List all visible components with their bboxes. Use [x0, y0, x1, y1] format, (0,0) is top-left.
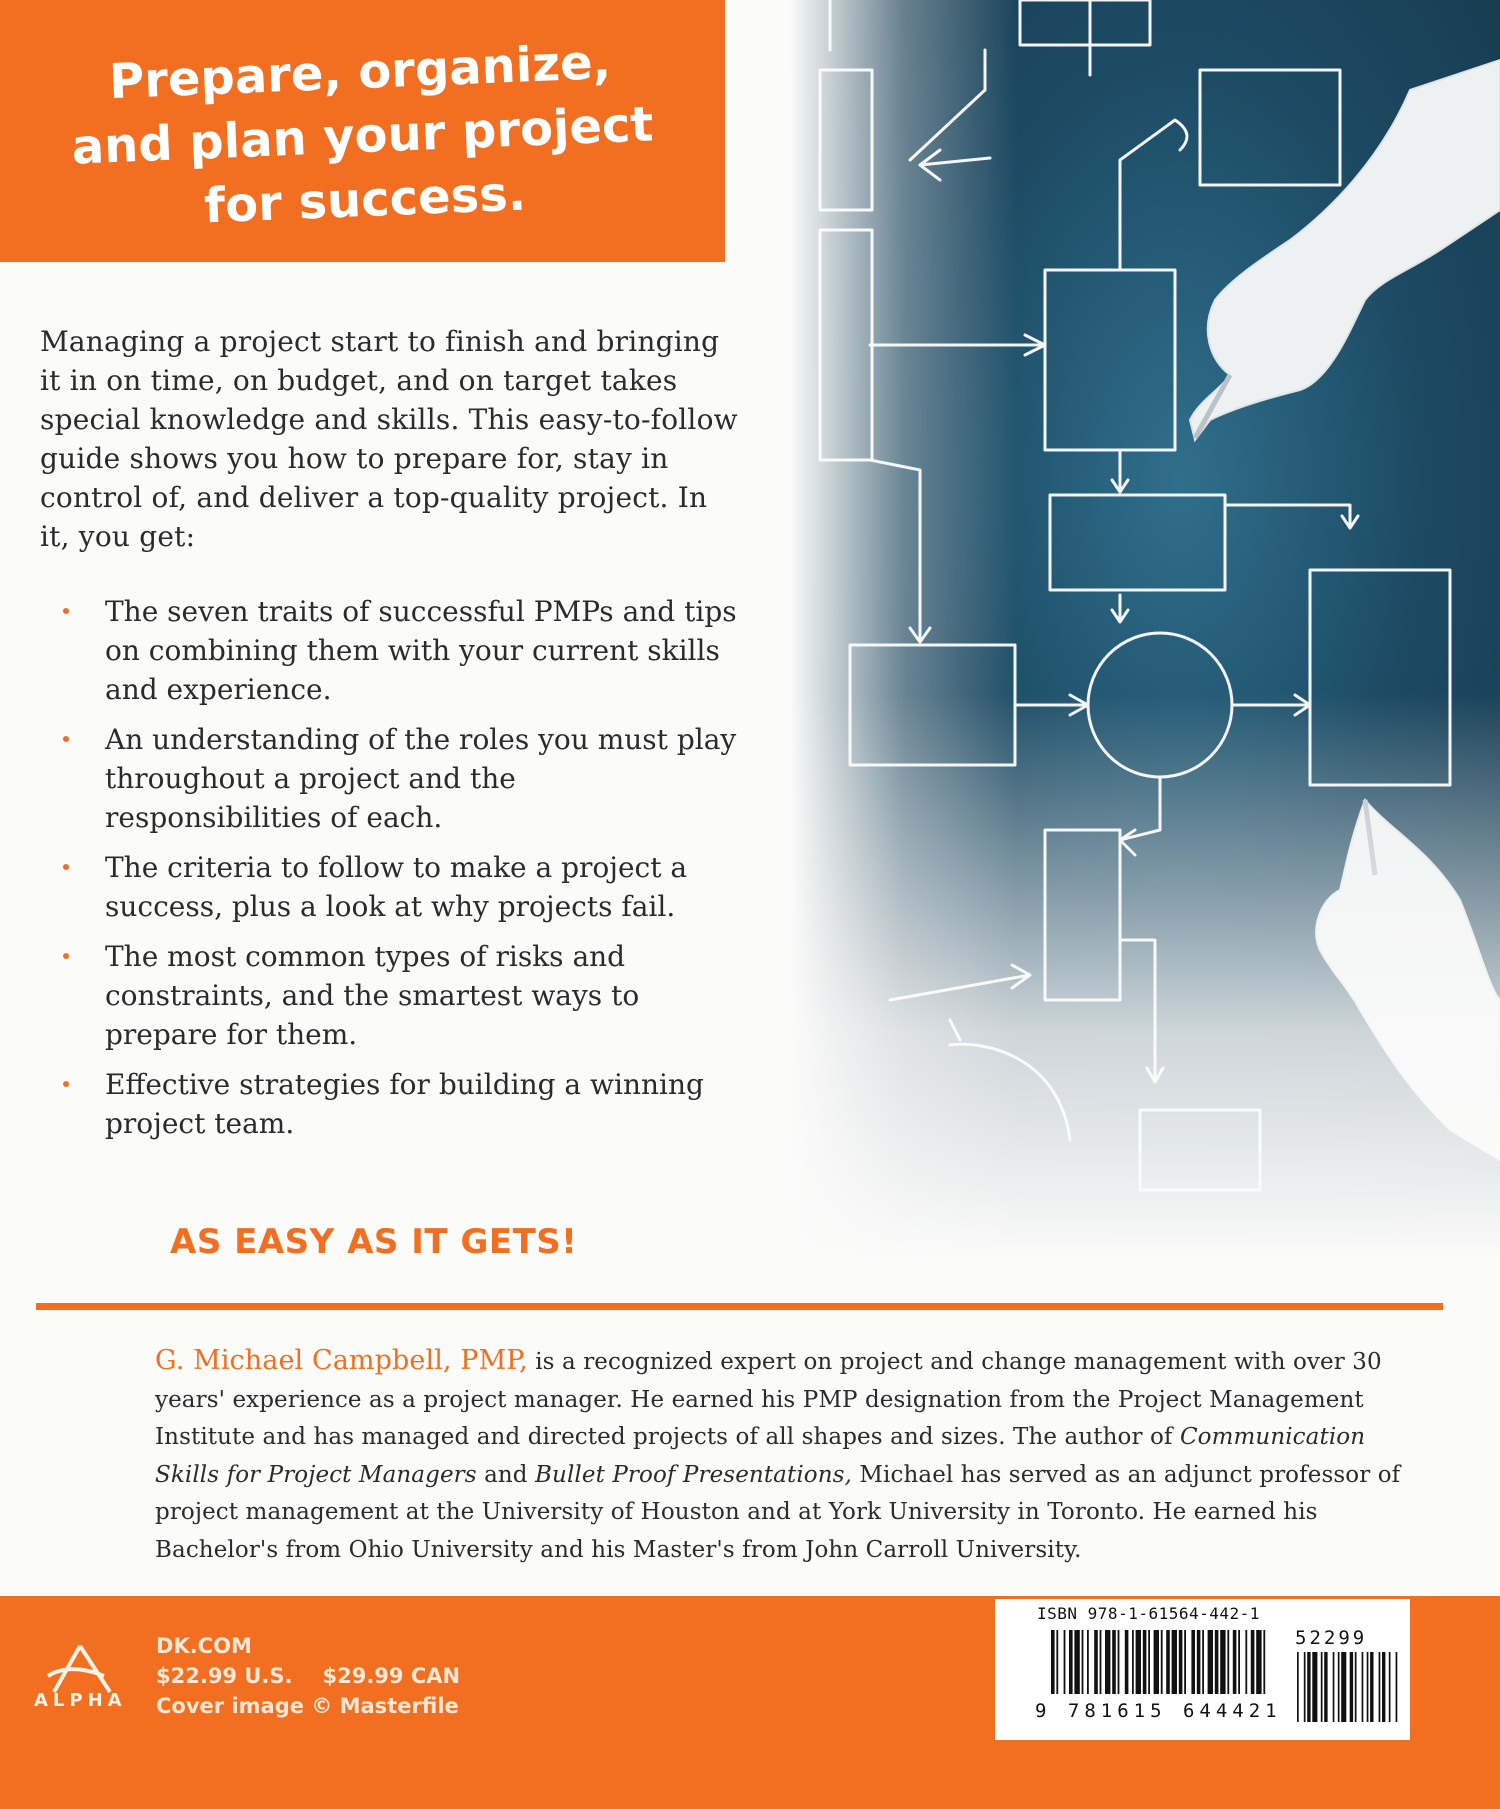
list-item [60, 1065, 740, 1143]
author-name: G. Michael Campbell, PMP, [155, 1345, 528, 1376]
bio-text: and [476, 1461, 536, 1488]
tagline: AS EASY AS IT GETS! [170, 1222, 578, 1262]
author-bio [155, 1342, 1410, 1569]
list-item-text: The criteria to follow to make a project a success, plus a look at why projects fail. [105, 851, 688, 923]
isbn-label: ISBN 978-1-61564-442-1 [1037, 1604, 1260, 1623]
price-line [156, 1661, 460, 1691]
book-title: Communication Skills for Project Managers [155, 1424, 1366, 1488]
ean-digits: 9 781615 644421 [1035, 1700, 1282, 1722]
benefits-list [60, 592, 740, 1154]
headline-line: for success. [203, 165, 527, 235]
bullet-icon [63, 736, 69, 742]
publisher-logo-word: ALPHA [34, 1690, 127, 1711]
intro-paragraph: Managing a project start to finish and bringing it in on time, on budget, and on target takes special knowledge and skills. This easy-to-follow guide shows you how to prepare for, stay in control of, and deliver a top-quality project. In it, you get: [40, 325, 738, 553]
alpha-logo-icon [34, 1640, 126, 1730]
bullet-icon [63, 864, 69, 870]
list-item-text: Effective strategies for building a winning project team. [105, 1068, 704, 1140]
list-item [60, 848, 740, 926]
bio-text: is a recognized expert on project and change management with over 30 years' experience as a project manager. He earned his PMP designation from the Project Management Institute and has managed and directed projects of all shapes and sizes. The author of [155, 1349, 1382, 1450]
flowchart-illustration [790, 0, 1500, 1260]
headline-line: and plan your project [70, 96, 655, 176]
bullet-icon [63, 608, 69, 614]
publisher-site: DK.COM [156, 1634, 252, 1658]
list-item [60, 937, 740, 1054]
bio-text: Michael has served as an adjunct professor of project management at the University of Houston and at York University in Toronto. He earned his Bachelor's from Ohio University and his Master's from John Carroll University. [155, 1461, 1401, 1563]
headline-line: Prepare, organize, [107, 33, 612, 111]
book-title: Bullet Proof Presentations, [535, 1461, 852, 1488]
price-us: $22.99 U.S. [156, 1664, 293, 1688]
bullet-icon [63, 1081, 69, 1087]
list-item-text: The most common types of risks and constraints, and the smartest ways to prepare for them. [105, 940, 640, 1051]
bullet-icon [63, 953, 69, 959]
price-code: 52299 [1295, 1627, 1368, 1649]
publisher-info [156, 1631, 460, 1721]
price-can: $29.99 CAN [322, 1664, 461, 1688]
list-item [60, 720, 740, 837]
list-item-text: The seven traits of successful PMPs and tips on combining them with your current skills and experience. [105, 595, 737, 706]
cover-credit: Cover image © Masterfile [156, 1694, 459, 1718]
list-item-text: An understanding of the roles you must play throughout a project and the responsibilities of each. [105, 723, 737, 834]
list-item [60, 592, 740, 709]
headline-banner [0, 0, 725, 262]
headline [0, 26, 729, 247]
divider [36, 1303, 1443, 1310]
